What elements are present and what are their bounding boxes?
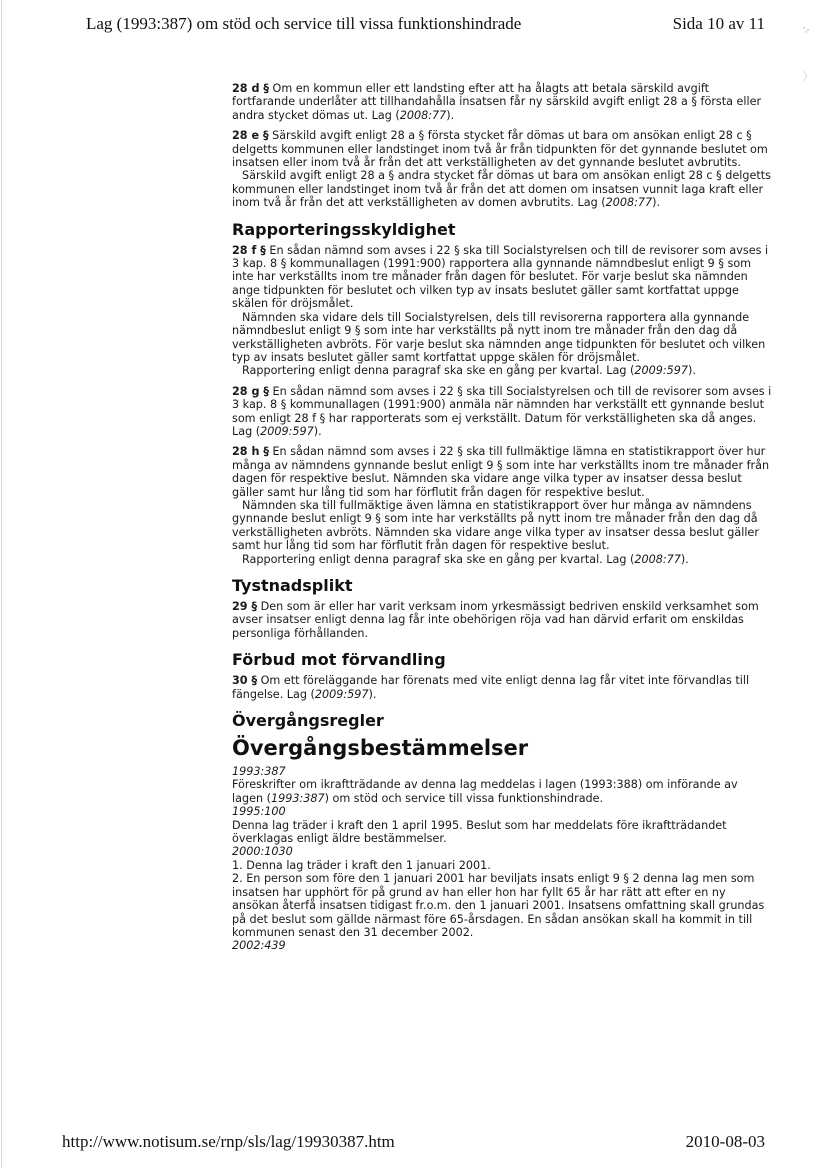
amendment-reference: 1993:387 (232, 765, 286, 779)
section-number: 28 g § (232, 384, 269, 398)
law-reference: 2009:597 (634, 364, 689, 378)
paragraph-end: ). (313, 424, 322, 438)
print-header (86, 14, 765, 36)
paragraph-continuation (232, 169, 772, 209)
paragraph-continuation: Nämnden ska vidare dels till Socialstyrelsen, dels till revisorerna rapportera alla gynnande nämndbeslut enligt 9 § som inte har verkställts på nytt inom tre månader från den dag då verkställigheten avbröts. För varje beslut ska nämnden ange tidpunkten för beslutet och vilken typ av insats beslutet gäller samt kortfattat uppge skälen för dröjsmålet. (232, 310, 766, 364)
paragraph-text: Om ett föreläggande har förenats med vite enligt denna lag får vitet inte förvandlas till fängelse. Lag ( (232, 674, 750, 701)
law-reference: 2008:77 (399, 108, 447, 122)
paragraph-text: Den som är eller har varit verksam inom yrkesmässigt bedriven enskild verksamhet som avser insatser enligt denna lag får inte obehörigen röja vad han därvid erfarit om enskildas personliga förhållanden. (232, 600, 759, 640)
paragraph-text: En sådan nämnd som avses i 22 § ska till Socialstyrelsen och till de revisorer som avses i 3 kap. 8 § kommunallagen (1991:900) anmäla när nämnden har verkställt ett gynnande beslut som enligt 28 f § har rapporterats som ej verkställt. Datum för verkställigheten ska då anges. Lag ( (232, 384, 772, 438)
paragraph-continuation: Nämnden ska till fullmäktige även lämna en statistikrapport över hur många av nämndens gynnande beslut enligt 9 § som inte har verkställts på nytt inom tre månader från den dag då verkställigheten avbröts. Nämnden ska vidare ange vilka typer av insatser dessa beslut gäller samt hur lång tid som har förflutit från dagen för respektive beslut. (232, 498, 759, 553)
scan-speck-icon (801, 70, 809, 82)
amendment-reference: 2000:1030 (232, 845, 293, 859)
paragraph-30 (232, 674, 772, 701)
paragraph-text: En sådan nämnd som avses i 22 § ska till fullmäktige lämna en statistikrapport över hur många av nämndens gynnande beslut enligt 9 § som inte har verkställts inom tre månader från dagen för respektive beslut. Nämnden ska vidare ange vilka typer av insatser dessa beslut gäller samt hur lång tid som har förflutit från dagen för respektive beslut. (232, 445, 770, 499)
provision-text-part: ) om stöd och service till vissa funktionshindrade. (324, 791, 604, 805)
document-title: Lag (1993:387) om stöd och service till vissa funktionshindrade (86, 14, 522, 33)
print-date: 2010-08-03 (685, 1132, 765, 1151)
paragraph-text: Om en kommun eller ett landsting efter att ha ålagts att betala särskild avgift fortfarande underlåter att tillhandahålla insatsen får ny särskild avgift enligt 28 a § första eller andra stycket dömas ut. Lag ( (232, 82, 762, 122)
heading-tystnadsplikt: Tystnadsplikt (232, 576, 353, 595)
heading-overgangsbestammelser: Övergångsbestämmelser (232, 736, 529, 761)
page-number: Sida 10 av 11 (672, 14, 765, 33)
paragraph-end: ). (688, 364, 696, 378)
provision-text-part: Föreskrifter om ikraftträdande av denna lag meddelas i lagen (1993:388) om införande av lagen ( (232, 778, 738, 805)
paragraph-end: ). (680, 552, 689, 566)
law-text (232, 82, 772, 953)
law-reference: 2009:597 (260, 424, 314, 438)
paragraph-28g (232, 385, 772, 439)
law-reference: 2008:77 (605, 196, 653, 210)
paragraph-29 (232, 600, 772, 640)
paragraph-end: ). (652, 196, 661, 210)
paragraph-text: Särskild avgift enligt 28 a § första stycket får dömas ut bara om ansökan enligt 28 c § delgetts kommunen eller landstinget inom två år från tidpunkten för det gynnande beslutet om insatsen eller inom två år från det att verkställigheten av det gynnande beslutet avbrutits. (232, 129, 768, 170)
paragraph-end: ). (446, 108, 455, 122)
section-number: 28 h § (232, 445, 269, 459)
law-reference: 2008:77 (634, 552, 681, 566)
heading-rapporteringsskyldighet: Rapporteringsskyldighet (232, 219, 456, 239)
paragraph-28e (232, 129, 772, 209)
paragraph-continuation (232, 364, 772, 377)
section-number: 28 f § (232, 243, 266, 257)
amendment-reference: 1995:100 (232, 805, 286, 819)
amendment-reference: 2002:439 (232, 939, 286, 953)
section-number: 28 e § (232, 129, 269, 143)
paragraph-continuation (232, 553, 772, 566)
continuation-text: Rapportering enligt denna paragraf ska ske en gång per kvartal. Lag ( (242, 552, 635, 566)
provision-text (232, 778, 772, 805)
section-number: 29 § (232, 600, 258, 613)
source-url: http://www.notisum.se/rnp/sls/lag/19930387.htm (62, 1132, 395, 1151)
paragraph-text: En sådan nämnd som avses i 22 § ska till Socialstyrelsen och till de revisorer som avses i 3 kap. 8 § kommunallagen (1991:900) rapportera alla gynnande nämndbeslut enligt 9 § som inte har verkställts inom tre månader från dagen för beslutet. För varje beslut ska nämnden ange tidpunkten för beslutet och vilken typ av insats beslutet gäller samt kortfattat uppge skälen för dröjsmålet. (232, 243, 769, 311)
continuation-text: Rapportering enligt denna paragraf ska ske en gång per kvartal. Lag ( (242, 364, 635, 378)
provision-text: Denna lag träder i kraft den 1 april 1995. Beslut som har meddelats före ikraftträdandet överklagas enligt äldre bestämmelser. (232, 818, 727, 846)
heading-overgangsregler: Övergångsregler (232, 711, 384, 731)
provision-text: 2. En person som före den 1 januari 2001 har beviljats insats enligt 9 § 2 denna lag men som insatsen har upphört för på grund av han eller hon har fyllt 65 år har rätt att efter en ny ansökan återfå insatsen tidigast fr.o.m. den 1 januari 2001. Insatsens omfattning skall grundas på det beslut som gällde närmast före 65-årsdagen. En sådan ansökan skall ha kommit in till kommunen senast den 31 december 2002. (232, 872, 765, 939)
section-number: 28 d § (232, 82, 269, 95)
scan-speck-icon (801, 24, 811, 34)
heading-forbud-mot-forvandling: Förbud mot förvandling (232, 650, 446, 670)
paragraph-28d (232, 82, 772, 122)
paragraph-end: ). (368, 687, 377, 701)
paragraph-28f (232, 244, 772, 378)
transitional-provisions (232, 765, 772, 953)
scan-edge-line (1, 0, 2, 1168)
print-footer (62, 1132, 765, 1154)
continuation-text: Särskild avgift enligt 28 a § andra stycket får dömas ut bara om ansökan enligt 28 c § delgetts kommunen eller landstinget inom två år från det att domen om insatsen vunnit laga kraft eller inom två år från det att verkställigheten av domen avbrutits. Lag ( (232, 169, 771, 210)
law-reference: 2009:597 (314, 687, 369, 701)
section-number: 30 § (232, 674, 258, 688)
paragraph-28h (232, 445, 772, 566)
law-reference: 1993:387 (270, 791, 325, 805)
provision-text: 1. Denna lag träder i kraft den 1 januari 2001. (232, 858, 491, 872)
